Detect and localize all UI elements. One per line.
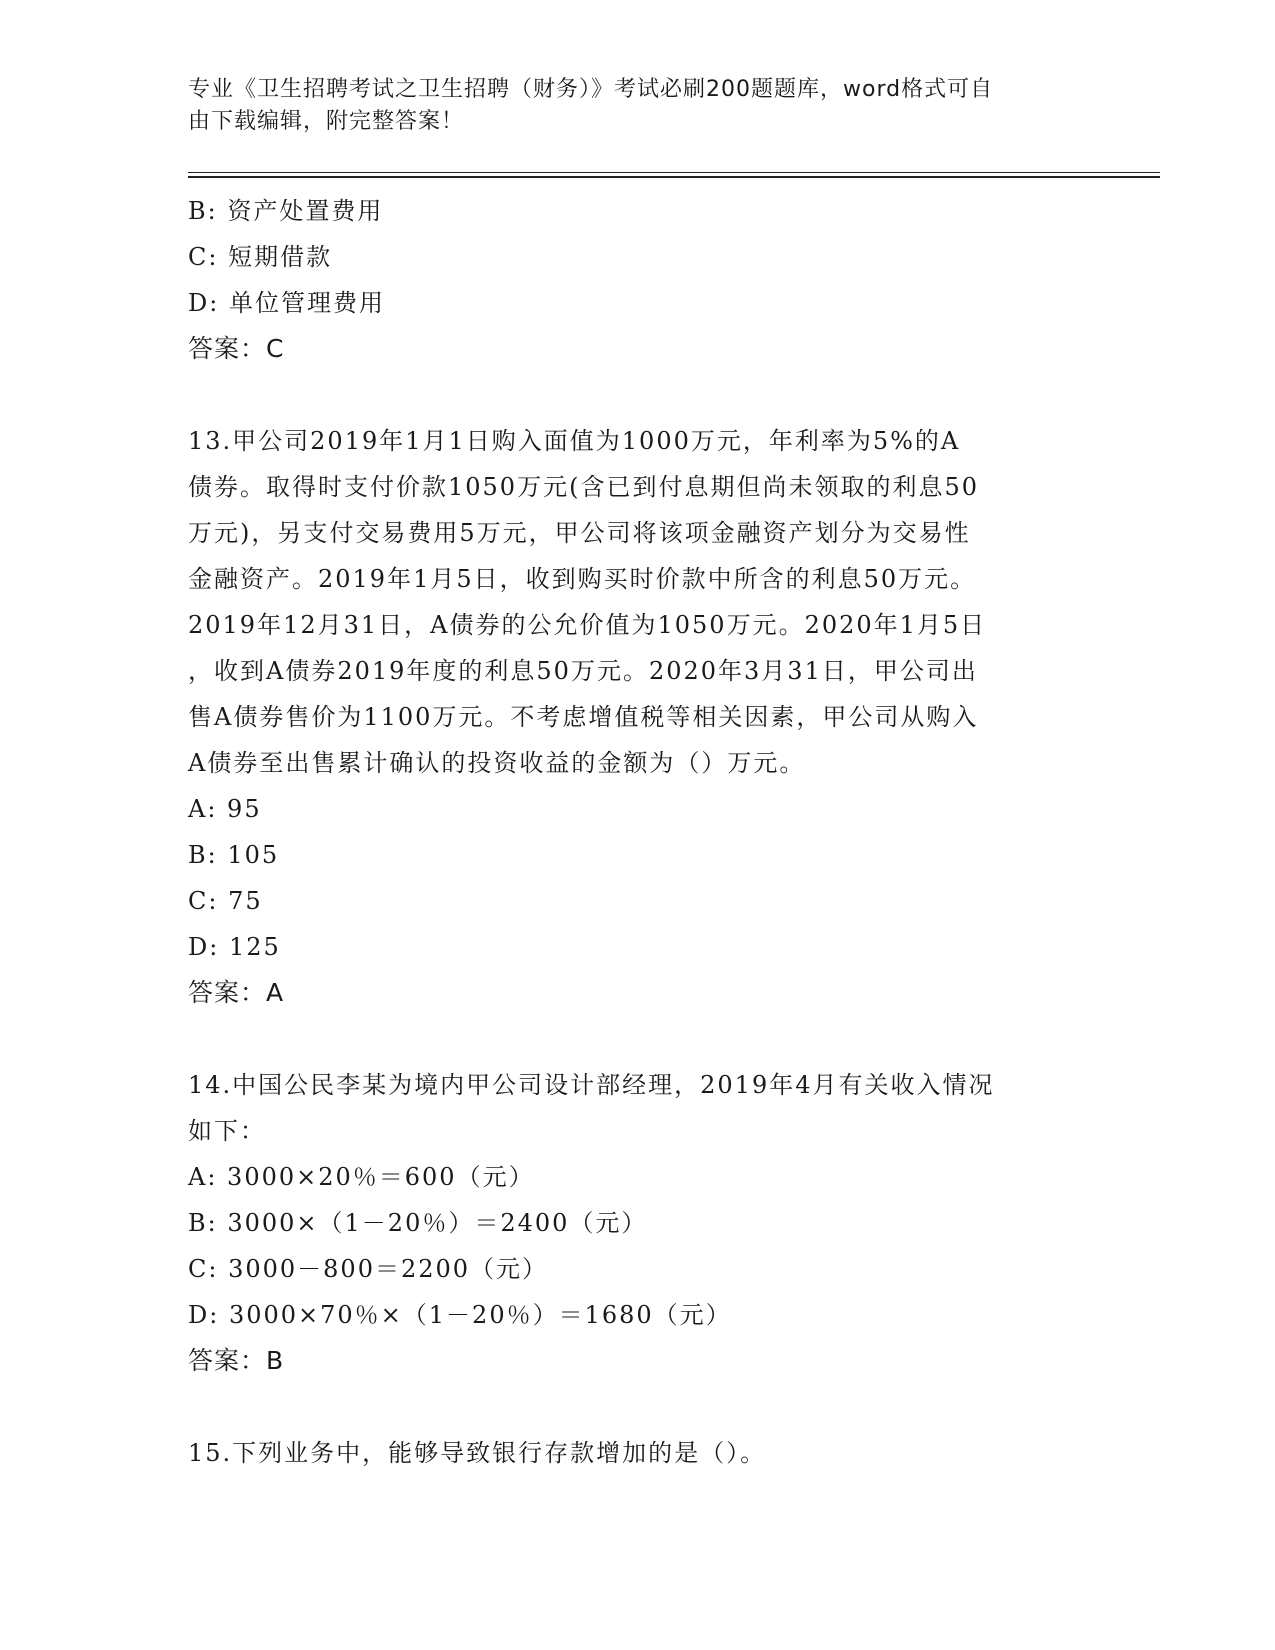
q12-option-c: C: 短期借款 bbox=[188, 243, 333, 271]
q13-text-line: 债券。取得时支付价款1050万元(含已到付息期但尚未领取的利息50 bbox=[188, 473, 979, 501]
spacer bbox=[188, 372, 1088, 418]
q13-text-line: 金融资产。2019年1月5日，收到购买时价款中所含的利息50万元。 bbox=[188, 565, 977, 593]
q13-text-line: 万元)，另支付交易费用5万元，甲公司将该项金融资产划分为交易性 bbox=[188, 519, 971, 547]
q13-text-line: 13.甲公司2019年1月1日购入面值为1000万元，年利率为5%的A bbox=[188, 427, 961, 455]
q14-option-a: A: 3000×20％＝600（元） bbox=[188, 1163, 535, 1191]
header-line-2: 由下载编辑，附完整答案！ bbox=[188, 109, 465, 134]
q14-option-c: C: 3000－800＝2200（元） bbox=[188, 1255, 549, 1283]
document-body bbox=[188, 188, 1088, 1476]
question-15-block bbox=[188, 1430, 1088, 1476]
spacer bbox=[188, 1384, 1088, 1430]
q12-option-d: D: 单位管理费用 bbox=[188, 289, 385, 317]
spacer bbox=[188, 1016, 1088, 1062]
q12-answer: 答案：C bbox=[188, 334, 285, 363]
header-line-1: 专业《卫生招聘考试之卫生招聘（财务）》考试必刷200题题库，word格式可自 bbox=[188, 77, 994, 102]
header-rule-bottom bbox=[188, 176, 1160, 178]
question-13-block bbox=[188, 418, 1088, 1016]
question-12-block bbox=[188, 188, 1088, 372]
q14-option-b: B: 3000×（1－20％）＝2400（元） bbox=[188, 1209, 648, 1237]
q13-answer: 答案：A bbox=[188, 978, 285, 1007]
q13-option-c: C: 75 bbox=[188, 887, 263, 915]
question-14-block bbox=[188, 1062, 1088, 1384]
q14-text-line: 14.中国公民李某为境内甲公司设计部经理，2019年4月有关收入情况 bbox=[188, 1071, 995, 1099]
q13-option-a: A: 95 bbox=[188, 795, 262, 823]
q13-text-line: 售A债券售价为1100万元。不考虑增值税等相关因素，甲公司从购入 bbox=[188, 703, 979, 731]
header-rule-top bbox=[188, 172, 1160, 173]
q13-text-line: ，收到A债券2019年度的利息50万元。2020年3月31日，甲公司出 bbox=[188, 657, 978, 685]
q13-text-line: 2019年12月31日，A债券的公允价值为1050万元。2020年1月5日 bbox=[188, 611, 987, 639]
q15-text-line: 15.下列业务中，能够导致银行存款增加的是（）。 bbox=[188, 1439, 767, 1467]
q14-text-line: 如下： bbox=[188, 1117, 266, 1145]
q14-answer: 答案：B bbox=[188, 1346, 285, 1375]
q13-text-line: A债券至出售累计确认的投资收益的金额为（）万元。 bbox=[188, 749, 806, 777]
q12-option-b: B: 资产处置费用 bbox=[188, 197, 384, 225]
q13-option-b: B: 105 bbox=[188, 841, 280, 869]
q13-option-d: D: 125 bbox=[188, 933, 281, 961]
document-header bbox=[188, 74, 1078, 138]
q14-option-d: D: 3000×70％×（1－20％）＝1680（元） bbox=[188, 1301, 732, 1329]
